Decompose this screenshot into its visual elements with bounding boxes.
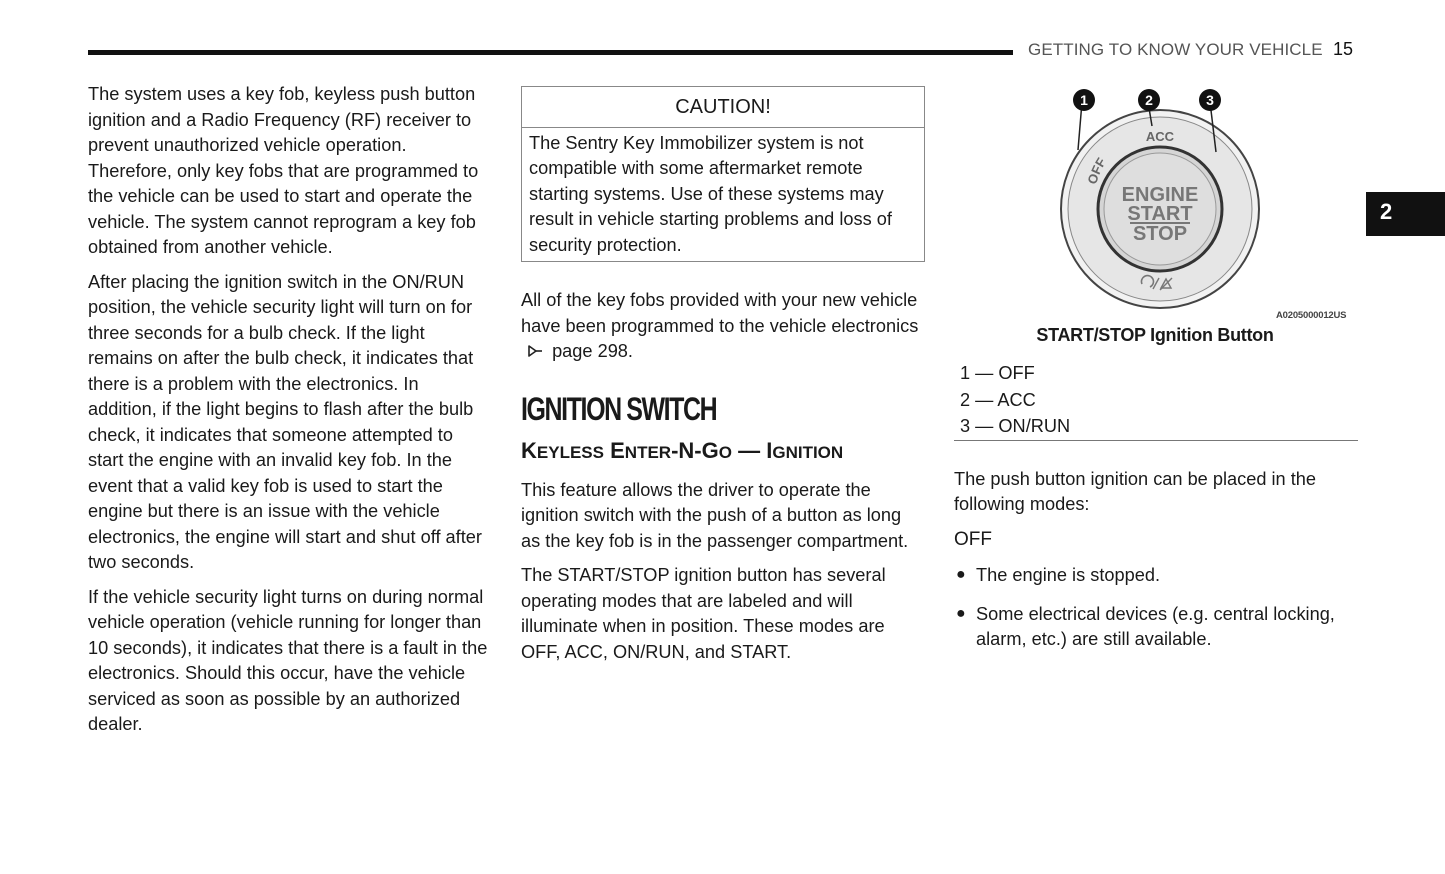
legend-item: 1 — OFF xyxy=(960,363,1035,383)
button-label-stop: STOP xyxy=(1132,223,1188,245)
paragraph: The START/STOP ignition button has several operating modes that are labeled and will illuminate when in position. These modes are OFF, ACC, ON/RUN, and START. xyxy=(521,565,886,662)
legend-item: 2 — ACC xyxy=(960,389,1036,410)
callout-3 xyxy=(1199,89,1221,111)
button-label-start: START xyxy=(1127,203,1193,225)
running-header: GETTING TO KNOW YOUR VEHICLE xyxy=(1028,40,1323,59)
page-reference-link[interactable]: page 298. xyxy=(552,341,633,361)
mode-bullet-list xyxy=(954,563,1358,653)
figure-id: A0205000012US xyxy=(1276,310,1347,321)
list-item: ● The engine is stopped. xyxy=(954,563,1358,589)
caution-text: The Sentry Key Immobilizer system is not compatible with some aftermarket remote starting systems. Use of these systems may result in vehicle starting problems and loss of security protection. xyxy=(529,132,892,255)
subsection-title: KEYLESS ENTER-N-GO — IGNITION xyxy=(521,437,844,463)
paragraph: After placing the ignition switch in the ON/RUN position, the vehicle security light will turn on for three seconds for a bulb check. If the light remains on after the bulb check, it indicates that there is a problem with the electronics. In addition, if the light begins to flash after the bulb check, it indicates that someone attempted to start the engine with an invalid key fob. In the event that a valid key fob is used to start the engine but there is an issue with the vehicle electronics, the engine will start and shut off after two seconds. xyxy=(88,271,482,572)
figure-caption: START/STOP Ignition Button xyxy=(1036,325,1274,345)
paragraph: The push button ignition can be placed in the following modes: xyxy=(954,468,1316,514)
mode-heading: OFF xyxy=(954,528,992,550)
paragraph: This feature allows the driver to operate the ignition switch with the push of a button as long as the key fob is in the passenger compartment. xyxy=(521,479,909,551)
chapter-tab: 2 xyxy=(1366,192,1445,236)
column-left xyxy=(88,82,490,747)
bullet-icon: ● xyxy=(956,566,966,583)
callout-1 xyxy=(1073,89,1095,111)
bullet-icon: ● xyxy=(956,604,966,622)
paragraph xyxy=(521,288,925,365)
svg-text:2: 2 xyxy=(1145,92,1153,108)
caution-title: CAUTION! xyxy=(522,87,924,128)
programmed-text: All of the key fobs provided with your new vehicle have been programmed to the vehicle electronics xyxy=(521,290,919,336)
svg-text:3: 3 xyxy=(1206,92,1214,108)
column-middle xyxy=(521,86,925,674)
column-right xyxy=(954,86,1358,666)
caution-body xyxy=(522,128,924,262)
header-rule xyxy=(88,50,1013,55)
engine-start-stop-button-illustration xyxy=(1050,86,1270,316)
figure-legend xyxy=(954,348,1358,441)
page-number: 15 xyxy=(1333,39,1354,59)
section-title: IGNITION SWITCH xyxy=(521,390,717,427)
legend-item: 3 — ON/RUN xyxy=(960,416,1071,436)
ring-label-acc: ACC xyxy=(1145,129,1175,144)
ring-label-off: OFF xyxy=(1084,155,1109,186)
list-item: ● Some electrical devices (e.g. central locking, alarm, etc.) are still available. xyxy=(954,602,1358,653)
cross-reference-arrow-icon xyxy=(525,344,547,358)
paragraph: If the vehicle security light turns on during normal vehicle operation (vehicle running for longer than 10 seconds), it indicates that there is a fault in the electronics. Should this occur, have the vehicle serviced as soon as possible by an authorized dealer. xyxy=(88,586,488,734)
caution-box xyxy=(521,86,925,262)
button-label-engine: ENGINE xyxy=(1121,184,1199,206)
paragraph: The system uses a key fob, keyless push button ignition and a Radio Frequency (RF) receiver to prevent unauthorized vehicle operation. Therefore, only key fobs that are programmed to the vehicle can be used to start and operate the vehicle. The system cannot reprogram a key fob obtained from another vehicle. xyxy=(88,84,479,257)
ignition-button-figure xyxy=(954,86,1358,348)
svg-text:1: 1 xyxy=(1080,92,1088,108)
callout-2 xyxy=(1138,89,1160,111)
